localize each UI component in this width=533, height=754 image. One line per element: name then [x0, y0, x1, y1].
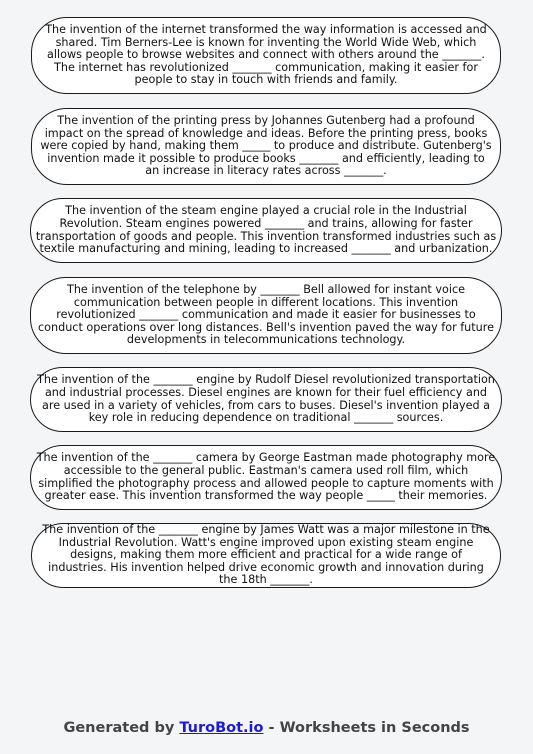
passage-card-steam-engine — [30, 198, 502, 263]
passage-card-watt-engine — [31, 523, 501, 588]
footer — [0, 720, 533, 736]
footer-link[interactable]: TuroBot.io — [179, 720, 264, 736]
passage-card-diesel-engine — [30, 367, 502, 432]
passage-card-internet — [31, 17, 501, 94]
passage-text: The invention of the _______ camera by George Eastman made photography more accessible to the general public. Eastman's camera used roll film, which simplified the photography process and allowed people to capture moments with greater ease. This invention transformed the way people _____ their memories. — [36, 451, 496, 503]
footer-suffix: - Worksheets in Seconds — [263, 720, 470, 736]
passage-text: The invention of the printing press by Johannes Gutenberg had a profound impact on the spread of knowledge and ideas. Before the printing press, books were copied by hand, making them _____ to produce and distribute. Gutenberg's invention made it possible to produce books _______ and efficiently, leading to an increase in literacy rates across _______. — [40, 114, 492, 178]
passage-text: The invention of the internet transformed the way information is accessed and shared. Tim Berners-Lee is known for inventing the World Wide Web, which allows people to browse websites and connect with others around the _______. The internet has revolutionized _______ communication, making it easier for people to stay in touch with friends and family. — [45, 23, 487, 87]
passage-card-camera — [30, 445, 502, 510]
passage-text: The invention of the _______ engine by James Watt was a major milestone in the Industrial Revolution. Watt's engine improved upon existing steam engine designs, making them more efficient and practical for a wide range of industries. His invention helped drive economic growth and innovation during the 18th _______. — [42, 523, 490, 587]
passage-card-telephone — [30, 277, 502, 354]
passage-card-printing-press — [31, 108, 501, 185]
passage-text: The invention of the telephone by _______ Bell allowed for instant voice communication between people in different locations. This invention revolutionized _______ communication and made it easier for businesses to conduct operations over long distances. Bell's invention paved the way for future developments in telecommunications technology. — [38, 283, 494, 347]
footer-prefix: Generated by — [63, 720, 180, 736]
passage-text: The invention of the _______ engine by Rudolf Diesel revolutionized transportation and industrial processes. Diesel engines are known for their fuel efficiency and are used in a variety of vehicles, from cars to buses. Diesel's invention played a key role in reducing dependence on traditional _______ sources. — [37, 373, 495, 425]
passage-text: The invention of the steam engine played a crucial role in the Industrial Revolution. Steam engines powered _______ and trains, allowing for faster transportation of goods and people. This invention transformed industries such as textile manufacturing and mining, leading to increased _______ and urbanization. — [35, 204, 497, 256]
